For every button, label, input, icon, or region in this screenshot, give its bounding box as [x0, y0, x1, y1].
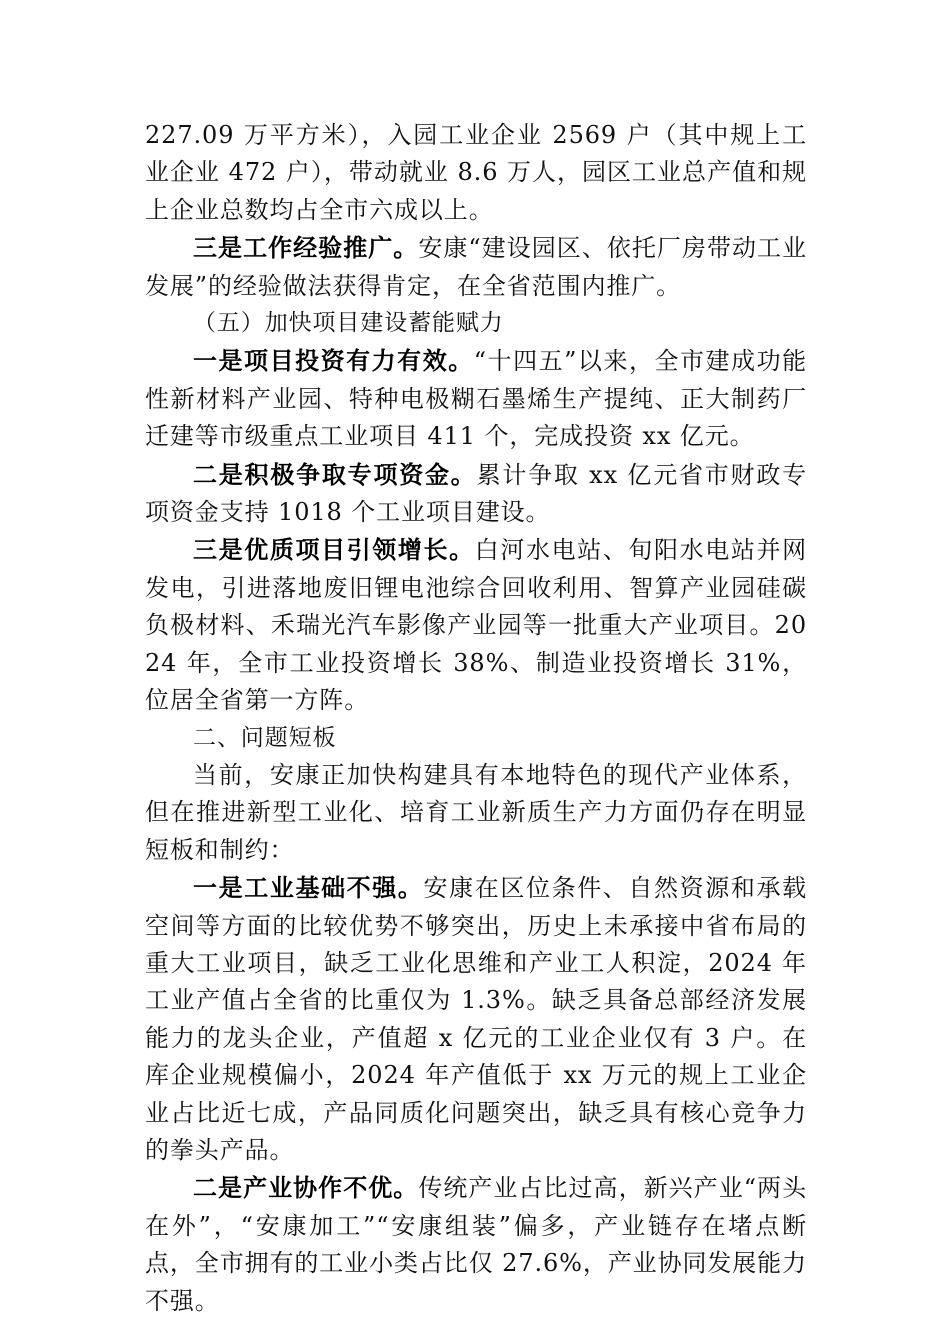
subsection-heading-text: （五）加快项目建设蓄能赋力: [193, 310, 504, 337]
paragraph-lead: 一是项目投资有力有效。: [193, 346, 474, 376]
paragraph-text: 传统产业占比过高，新兴产业“两头在外”，“安康加工”“安康组装”偏多，产业链存在堵点断点，全市拥有的工业小类占比仅 27.6%，产业协同发展能力不强。: [145, 1174, 807, 1315]
paragraph-industrial-foundation: [145, 869, 807, 1169]
paragraph-special-funds: [145, 456, 807, 532]
paragraph-text: 227.09 万平方米），入园工业企业 2569 户（其中规上工业企业 472 户），带动就业 8.6 万人，园区工业总产值和规上企业总数均占全市六成以上。: [145, 121, 807, 224]
paragraph-text: 当前，安康正加快构建具有本地特色的现代产业体系，但在推进新型工业化、培育工业新质生产力方面仍存在明显短板和制约：: [145, 760, 807, 864]
paragraph-text: 安康在区位条件、自然资源和承载空间等方面的比较优势不够突出，历史上未承接中省布局的重大工业项目，缺乏工业化思维和产业工人积淀，2024 年工业产值占全省的比重仅为 1.3%。缺乏具备总部经济发展能力的龙头企业，产值超 x 亿元的工业企业仅有 3 户。在库企业规模偏小，2024 年产值低于 xx 万元的规上工业企业占比近七成，产品同质化问题突出，缺乏具有核心竞争力的拳头产品。: [145, 874, 807, 1164]
paragraph-industry-cooperation: [145, 1169, 807, 1320]
paragraph-lead: 三是工作经验推广。: [193, 233, 419, 263]
paragraph-lead: 一是工业基础不强。: [193, 873, 424, 903]
paragraph-text: 白河水电站、旬阳水电站并网发电，引进落地废旧锂电池综合回收利用、智算产业园硅碳负极材料、禾瑞光汽车影像产业园等一批重大产业项目。2024 年，全市工业投资增长 38%、制造业投资增长 31%，位居全省第一方阵。: [145, 536, 808, 715]
paragraph-lead: 三是优质项目引领增长。: [193, 535, 475, 565]
subsection-heading: [145, 305, 807, 342]
paragraph-lead: 二是积极争取专项资金。: [193, 459, 477, 489]
paragraph-project-investment: [145, 342, 807, 455]
paragraph-quality-projects: [145, 531, 807, 719]
paragraph-experience-promotion: [145, 229, 807, 305]
paragraph-lead: 二是产业协作不优。: [193, 1173, 419, 1203]
paragraph-text: “十四五”以来，全市建成功能性新材料产业园、特种电极糊石墨烯生产提纯、正大制药厂迁建等市级重点工业项目 411 个，完成投资 xx 亿元。: [145, 347, 808, 451]
paragraph-intro: [145, 757, 807, 869]
paragraph-text: 安康“建设园区、依托厂房带动工业发展”的经验做法获得肯定，在全省范围内推广。: [145, 234, 807, 300]
section-heading: [145, 720, 807, 757]
section-heading-text: 二、问题短板: [193, 724, 337, 751]
paragraph-text: 累计争取 xx 亿元省市财政专项资金支持 1018 个工业项目建设。: [145, 460, 807, 527]
paragraph-park-stats: [145, 117, 807, 229]
document-body: [145, 117, 807, 1320]
